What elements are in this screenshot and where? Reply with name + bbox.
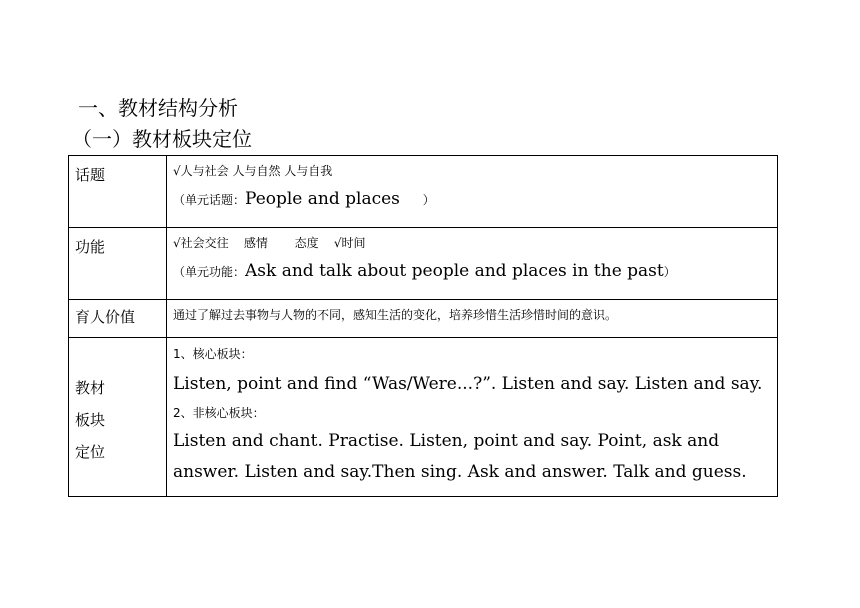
textbook-structure-table — [68, 155, 778, 497]
function-options: √社会交往 感情 态度 √时间 — [173, 236, 366, 250]
unit-topic-line — [173, 186, 777, 212]
noncore-block-title: 2、非核心板块： — [173, 406, 265, 420]
blocks-content — [167, 338, 778, 497]
blocks-label-line: 板块 — [75, 411, 106, 429]
unit-topic-prefix: （单元话题： — [173, 193, 246, 207]
topic-label: 话题 — [69, 156, 167, 228]
unit-topic-suffix: ） — [399, 193, 435, 207]
table-row-topic — [69, 156, 778, 228]
topic-content — [167, 156, 778, 228]
unit-function-value: Ask and talk about people and places in the past — [245, 261, 664, 281]
unit-function-suffix: ） — [663, 265, 676, 279]
core-block-text: Listen, point and find “Was/Were...?”. Listen and say. Listen and say. — [173, 374, 763, 394]
value-text: 通过了解过去事物与人物的不同，感知生活的变化，培养珍惜生活珍惜时间的意识。 — [173, 308, 618, 322]
unit-topic-value: People and places — [245, 189, 400, 209]
table-row-blocks — [69, 338, 778, 497]
noncore-block-text: Listen and chant. Practise. Listen, point and say. Point, ask and answer. Listen and say.Then sing. Ask and answer. Talk and guess. — [173, 431, 747, 482]
core-block-title: 1、核心板块： — [173, 347, 253, 361]
table-row-function — [69, 228, 778, 300]
blocks-label — [69, 338, 167, 497]
unit-function-line — [173, 258, 777, 284]
section-heading: 一、教材结构分析 — [78, 96, 238, 120]
value-content — [167, 300, 778, 338]
topic-options: √人与社会 人与自然 人与自我 — [173, 164, 333, 178]
function-label: 功能 — [69, 228, 167, 300]
blocks-label-line: 教材 — [75, 379, 106, 397]
value-label: 育人价值 — [69, 300, 167, 338]
blocks-label-line: 定位 — [75, 443, 106, 461]
subsection-heading: （一）教材板块定位 — [72, 127, 252, 151]
table-row-value — [69, 300, 778, 338]
blocks-label-text — [75, 338, 166, 468]
function-content — [167, 228, 778, 300]
unit-function-prefix: （单元功能： — [173, 265, 246, 279]
